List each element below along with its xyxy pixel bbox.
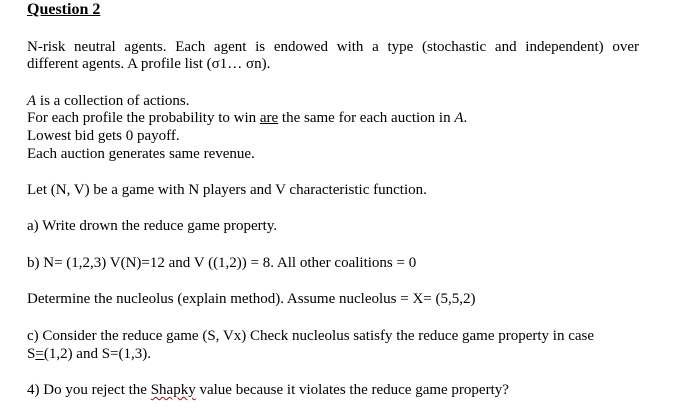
part-c-line-1: c) Consider the reduce game (S, Vx) Check nucleolus satisfy the reduce game property in case: [27, 328, 595, 344]
part-4-pre: 4) Do you reject the: [27, 382, 151, 398]
part-4: [27, 381, 509, 399]
shapky-misspelled-word: Shapky: [150, 382, 196, 398]
assumption-actions: [27, 92, 189, 110]
determine-nucleolus: Determine the nucleolus (explain method). Assume nucleolus = X= (5,5,2): [27, 291, 476, 307]
part-4-post: value because it violates the reduce game property?: [195, 382, 509, 398]
s-paren-underlined: (: [43, 346, 49, 362]
profile-text-mid: the same for each auction in: [278, 110, 455, 126]
intro-line-1: [27, 38, 639, 56]
profile-text-end: .: [463, 110, 468, 126]
assumption-revenue: Each auction generates same revenue.: [27, 146, 255, 162]
profile-are-underlined: are: [259, 110, 279, 126]
s-letter: S: [27, 346, 36, 362]
profile-set-a-symbol: A: [454, 110, 464, 126]
actions-text: is a collection of actions.: [36, 93, 190, 109]
game-definition: Let (N, V) be a game with N players and V characteristic function.: [27, 182, 427, 198]
assumption-lowest-bid: Lowest bid gets 0 payoff.: [27, 128, 180, 144]
intro-line-2: different agents. A profile list (σ1… σn).: [27, 56, 271, 72]
intro-text-1: N-risk neutral agents. Each agent is endowed with a type (stochastic and independent) over: [27, 39, 639, 55]
question-title: Question 2: [27, 1, 101, 18]
s-equals-underlined: =: [35, 346, 44, 362]
profile-text-pre: For each profile the probability to win: [27, 110, 260, 126]
part-b: b) N= (1,2,3) V(N)=12 and V ((1,2)) = 8. All other coalitions = 0: [27, 255, 417, 271]
part-c-line-2: [27, 345, 151, 363]
assumption-profile: [27, 109, 467, 127]
part-a: a) Write drown the reduce game property.: [27, 218, 278, 234]
s-rest: 1,2) and S=(1,3).: [48, 346, 152, 362]
set-a-symbol: A: [27, 93, 37, 109]
